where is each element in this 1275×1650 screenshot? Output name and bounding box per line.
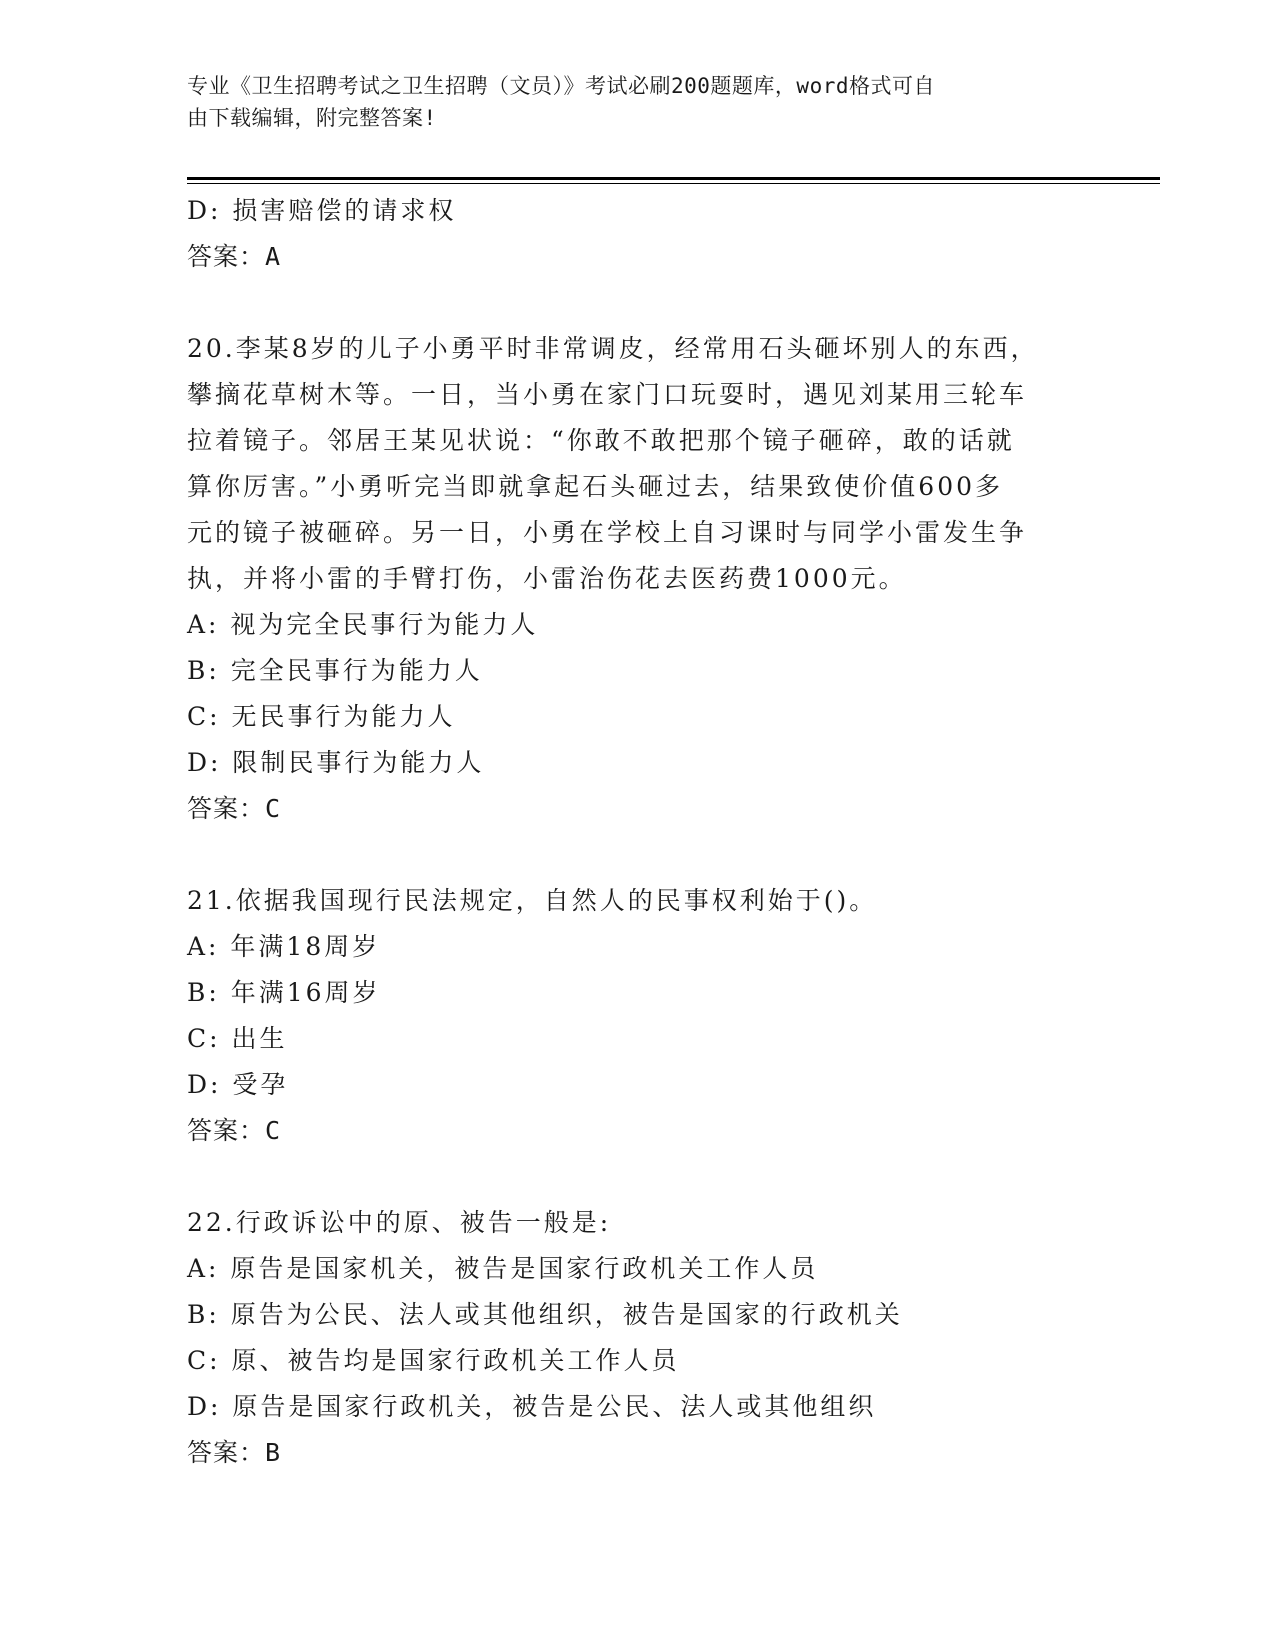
question-22 bbox=[187, 1200, 1067, 1476]
option-d: D: 原告是国家行政机关，被告是公民、法人或其他组织 bbox=[187, 1392, 877, 1421]
answer: 答案：C bbox=[187, 794, 282, 823]
header-divider bbox=[187, 177, 1160, 180]
document-header bbox=[187, 70, 1067, 134]
option-b: B: 完全民事行为能力人 bbox=[187, 656, 483, 685]
previous-question-tail bbox=[187, 188, 1067, 280]
option-d: D: 限制民事行为能力人 bbox=[187, 748, 485, 777]
question-text-line: 元的镜子被砸碎。另一日，小勇在学校上自习课时与同学小雷发生争 bbox=[187, 518, 1028, 547]
header-divider-thin bbox=[187, 183, 1160, 184]
question-20 bbox=[187, 326, 1067, 832]
header-line: 由下载编辑，附完整答案! bbox=[187, 106, 437, 130]
answer: 答案：A bbox=[187, 242, 282, 271]
answer: 答案：C bbox=[187, 1116, 282, 1145]
option-b: B: 年满16周岁 bbox=[187, 978, 381, 1007]
option-b: B: 原告为公民、法人或其他组织，被告是国家的行政机关 bbox=[187, 1300, 903, 1329]
option-d: D: 损害赔偿的请求权 bbox=[187, 196, 457, 225]
option-a: A: 视为完全民事行为能力人 bbox=[187, 610, 539, 639]
question-text-line: 22.行政诉讼中的原、被告一般是: bbox=[187, 1208, 612, 1237]
question-text-line: 20.李某8岁的儿子小勇平时非常调皮，经常用石头砸坏别人的东西， bbox=[187, 334, 1039, 363]
question-21 bbox=[187, 878, 1067, 1154]
header-line: 专业《卫生招聘考试之卫生招聘（文员）》考试必刷200题题库，word格式可自 bbox=[187, 74, 935, 98]
question-text-line: 21.依据我国现行民法规定，自然人的民事权利始于()。 bbox=[187, 886, 878, 915]
option-a: A: 原告是国家机关，被告是国家行政机关工作人员 bbox=[187, 1254, 819, 1283]
question-text-line: 拉着镜子。邻居王某见状说：“你敢不敢把那个镜子砸碎，敢的话就 bbox=[187, 426, 1015, 455]
option-c: C: 无民事行为能力人 bbox=[187, 702, 456, 731]
answer: 答案：B bbox=[187, 1438, 282, 1467]
question-text-line: 执，并将小雷的手臂打伤，小雷治伤花去医药费1000元。 bbox=[187, 564, 907, 593]
option-a: A: 年满18周岁 bbox=[187, 932, 381, 961]
option-c: C: 出生 bbox=[187, 1024, 288, 1053]
question-list bbox=[187, 188, 1067, 1476]
option-d: D: 受孕 bbox=[187, 1070, 289, 1099]
question-text-line: 算你厉害。”小勇听完当即就拿起石头砸过去，结果致使价值600多 bbox=[187, 472, 1004, 501]
option-c: C: 原、被告均是国家行政机关工作人员 bbox=[187, 1346, 680, 1375]
question-text-line: 攀摘花草树木等。一日，当小勇在家门口玩耍时，遇见刘某用三轮车 bbox=[187, 380, 1028, 409]
